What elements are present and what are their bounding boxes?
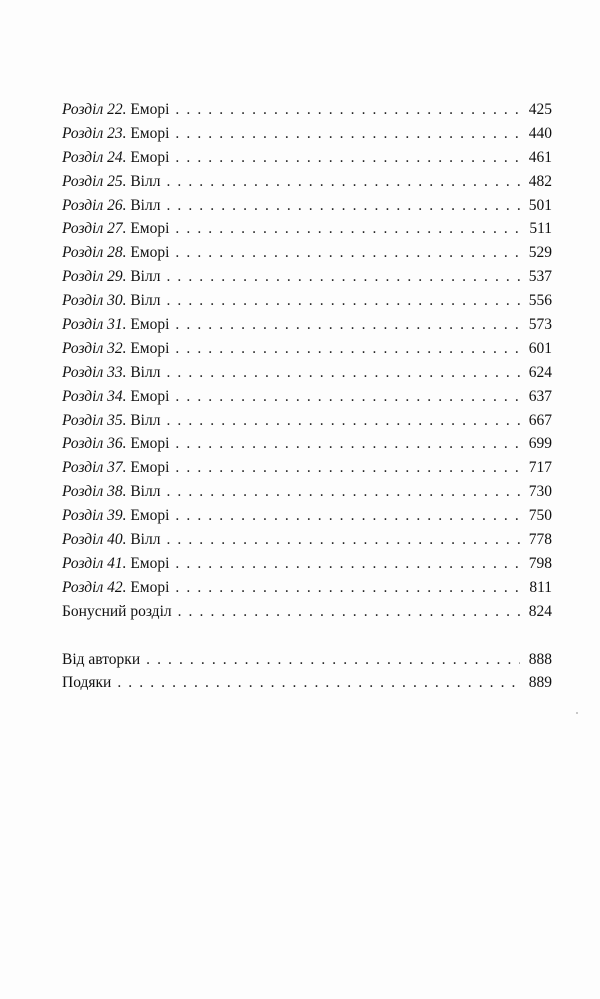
chapter-number: Розділ 38. [62, 483, 127, 501]
chapter-number: Розділ 27. [62, 220, 127, 238]
page-number: 529 [528, 244, 552, 262]
page-number: 537 [528, 268, 552, 286]
chapter-narrator: Еморі [130, 148, 170, 166]
leader-dots [166, 289, 520, 313]
page-number: 461 [528, 148, 552, 166]
chapter-narrator: Еморі [130, 244, 170, 262]
toc-entry-chapter-33[interactable] [62, 361, 552, 385]
toc-entry-chapter-24[interactable] [62, 146, 552, 170]
toc-entry-label [62, 98, 169, 122]
leader-dots [175, 432, 520, 456]
leader-dots [175, 504, 520, 528]
leader-dots [175, 217, 520, 241]
toc-entry-label [62, 313, 169, 337]
leader-dots [175, 456, 520, 480]
leader-dots [178, 600, 520, 624]
leader-dots [166, 480, 520, 504]
leader-dots [175, 98, 520, 122]
page-number: 624 [528, 363, 552, 381]
toc-entry-label [62, 528, 160, 552]
leader-dots [166, 194, 520, 218]
chapter-number: Розділ 39. [62, 507, 127, 525]
toc-entry-chapter-36[interactable] [62, 432, 552, 456]
leader-dots [175, 552, 520, 576]
chapter-number: Розділ 25. [62, 172, 127, 190]
page-number: 730 [528, 483, 552, 501]
page-number: 889 [528, 674, 552, 692]
chapter-number: Розділ 23. [62, 124, 127, 142]
toc-entry-chapter-34[interactable] [62, 385, 552, 409]
leader-dots [166, 528, 520, 552]
chapter-narrator: Вілл [130, 196, 161, 214]
table-of-contents [62, 98, 552, 695]
chapter-number: Розділ 35. [62, 411, 127, 429]
leader-dots [175, 146, 520, 170]
chapter-narrator: Еморі [130, 339, 170, 357]
toc-entry-chapter-41[interactable] [62, 552, 552, 576]
chapter-number: Розділ 29. [62, 268, 127, 286]
toc-entry-label [62, 576, 169, 600]
chapter-number: Розділ 22. [62, 101, 127, 118]
chapter-narrator: Еморі [130, 316, 170, 334]
toc-entry-label [62, 265, 160, 289]
toc-entry-label [62, 122, 169, 146]
leader-dots [175, 313, 520, 337]
toc-entry-label [62, 456, 169, 480]
toc-entry-chapter-42[interactable] [62, 576, 552, 600]
page-number: 811 [529, 578, 552, 596]
chapter-narrator: Вілл [130, 363, 161, 381]
toc-entry-chapter-38[interactable] [62, 480, 552, 504]
chapter-number: Розділ 42. [62, 578, 127, 596]
toc-entry-chapter-23[interactable] [62, 122, 552, 146]
toc-entry-label [62, 146, 169, 170]
chapter-narrator: Еморі [130, 101, 170, 118]
chapter-narrator: Еморі [130, 578, 170, 596]
toc-entry-chapter-25[interactable] [62, 170, 552, 194]
toc-entry-label [62, 432, 169, 456]
page-number: 501 [528, 196, 552, 214]
chapter-narrator: Еморі [130, 220, 170, 238]
page-number: 888 [528, 650, 552, 668]
page-number: 482 [528, 172, 552, 190]
toc-entry-chapter-32[interactable] [62, 337, 552, 361]
chapter-number: Розділ 32. [62, 339, 127, 357]
toc-entry-chapter-26[interactable] [62, 194, 552, 218]
leader-dots [166, 409, 520, 433]
chapter-number: Розділ 41. [62, 554, 127, 572]
toc-entry-label: Бонусний розділ [62, 602, 172, 620]
page-number: 637 [528, 387, 552, 405]
toc-entry-label: Від авторки [62, 650, 141, 668]
toc-entry-label [62, 480, 160, 504]
chapter-number: Розділ 28. [62, 244, 127, 262]
chapter-narrator: Еморі [130, 554, 170, 572]
chapter-number: Розділ 37. [62, 459, 127, 477]
page-number: 699 [528, 435, 552, 453]
page-number: 717 [528, 459, 552, 477]
chapter-narrator: Вілл [130, 292, 161, 310]
toc-entry-chapter-22[interactable] [62, 98, 552, 122]
leader-dots [175, 337, 520, 361]
page-number: 425 [528, 101, 552, 118]
chapter-narrator: Вілл [130, 268, 161, 286]
leader-dots [175, 241, 520, 265]
toc-entry-chapter-35[interactable] [62, 409, 552, 433]
paper-speck [576, 712, 578, 714]
toc-entry-label [62, 170, 160, 194]
chapter-narrator: Вілл [130, 531, 161, 549]
toc-entry-bonus-chapter[interactable] [62, 600, 552, 624]
chapter-narrator: Вілл [130, 411, 161, 429]
toc-entry-label [62, 504, 169, 528]
chapter-number: Розділ 24. [62, 148, 127, 166]
leader-dots [146, 648, 520, 672]
toc-entry-label [62, 241, 169, 265]
toc-entry-chapter-30[interactable] [62, 289, 552, 313]
toc-entry-label [62, 409, 160, 433]
chapter-number: Розділ 33. [62, 363, 127, 381]
chapter-number: Розділ 30. [62, 292, 127, 310]
toc-entry-label: Подяки [62, 674, 112, 692]
toc-entry-label [62, 361, 160, 385]
toc-entry-label [62, 552, 169, 576]
toc-entry-label [62, 217, 169, 241]
toc-entry-chapter-28[interactable] [62, 241, 552, 265]
chapter-number: Розділ 40. [62, 531, 127, 549]
leader-dots [175, 385, 520, 409]
page-number: 778 [528, 531, 552, 549]
toc-entry-label [62, 289, 160, 313]
page-number: 601 [528, 339, 552, 357]
chapter-number: Розділ 31. [62, 316, 127, 334]
toc-entry-chapter-37[interactable] [62, 456, 552, 480]
toc-entry-chapter-31[interactable] [62, 313, 552, 337]
chapter-narrator: Еморі [130, 459, 170, 477]
chapter-number: Розділ 26. [62, 196, 127, 214]
toc-entry-chapter-29[interactable] [62, 265, 552, 289]
page-number: 824 [528, 602, 552, 620]
toc-entry-chapter-39[interactable] [62, 504, 552, 528]
page-number: 667 [528, 411, 552, 429]
chapter-narrator: Еморі [130, 435, 170, 453]
chapter-narrator: Еморі [130, 387, 170, 405]
leader-dots [166, 265, 520, 289]
toc-entry-acknowledgements[interactable] [62, 671, 552, 695]
leader-dots [166, 361, 520, 385]
toc-entry-chapter-27[interactable] [62, 217, 552, 241]
page-number: 511 [529, 220, 552, 238]
page-number: 556 [528, 292, 552, 310]
leader-dots [166, 170, 520, 194]
leader-dots [117, 671, 520, 695]
toc-entry-from-author[interactable] [62, 648, 552, 672]
page-number: 573 [528, 316, 552, 334]
leader-dots [175, 576, 520, 600]
section-gap [62, 624, 552, 648]
chapter-narrator: Еморі [130, 507, 170, 525]
leader-dots [175, 122, 520, 146]
page-number: 750 [528, 507, 552, 525]
toc-entry-label [62, 337, 169, 361]
chapter-narrator: Вілл [130, 172, 161, 190]
page-number: 798 [528, 554, 552, 572]
toc-entry-chapter-40[interactable] [62, 528, 552, 552]
chapter-narrator: Еморі [130, 124, 170, 142]
chapter-number: Розділ 36. [62, 435, 127, 453]
toc-entry-label [62, 385, 169, 409]
toc-entry-label [62, 194, 160, 218]
chapter-narrator: Вілл [130, 483, 161, 501]
chapter-number: Розділ 34. [62, 387, 127, 405]
page-number: 440 [528, 124, 552, 142]
